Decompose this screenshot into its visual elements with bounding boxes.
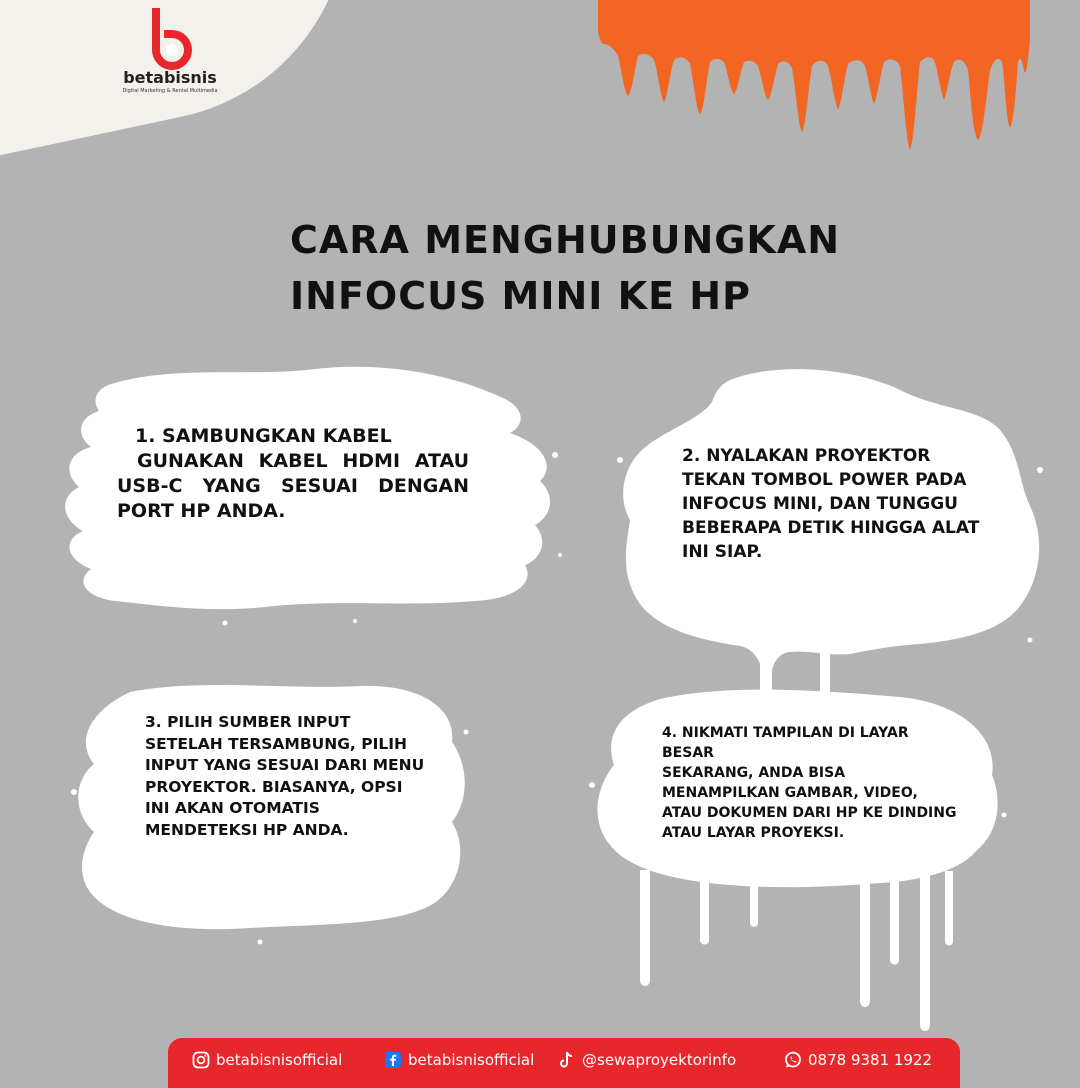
whatsapp-number: 0878 9381 1922: [808, 1051, 933, 1069]
logo-mark: [140, 4, 200, 70]
instagram-icon: [192, 1051, 210, 1069]
step-3: [145, 712, 430, 841]
step-3-heading: 3. PILIH SUMBER INPUT: [145, 713, 351, 731]
step-2-heading: 2. NYALAKAN PROYEKTOR: [682, 446, 931, 466]
instagram-handle: betabisnisofficial: [216, 1051, 343, 1069]
step-4-heading: 4. NIKMATI TAMPILAN DI LAYAR BESAR: [662, 725, 909, 761]
tiktok-link[interactable]: [558, 1049, 736, 1071]
step-4-body: SEKARANG, ANDA BISA MENAMPILKAN GAMBAR, VIDEO, ATAU DOKUMEN DARI HP KE DINDING ATAU LAYAR PROYEKSI.: [662, 765, 957, 841]
contact-footer: [168, 1038, 960, 1088]
tiktok-handle: @sewaproyektorinfo: [582, 1051, 737, 1069]
facebook-link[interactable]: [384, 1049, 534, 1071]
tiktok-icon: [558, 1051, 576, 1069]
brand-logo: [105, 4, 235, 108]
facebook-icon: [384, 1051, 402, 1069]
step-2: [682, 444, 982, 564]
whatsapp-link[interactable]: [784, 1049, 932, 1071]
facebook-handle: betabisnisofficial: [408, 1051, 535, 1069]
brand-tagline: Digital Marketing & Rental Multimedia: [122, 88, 218, 94]
step-2-body: TEKAN TOMBOL POWER PADA INFOCUS MINI, DAN TUNGGU BEBERAPA DETIK HINGGA ALAT INI SIAP.: [682, 470, 980, 562]
step-1: [117, 424, 469, 524]
title-line-2: INFOCUS MINI KE HP: [290, 274, 751, 318]
title-line-1: CARA MENGHUBUNGKAN: [290, 218, 841, 262]
step-1-body: GUNAKAN KABEL HDMI ATAU USB-C YANG SESUAI DENGAN PORT HP ANDA.: [117, 450, 469, 522]
brand-name: betabisnis: [123, 68, 217, 87]
step-1-heading: 1. SAMBUNGKAN KABEL: [135, 425, 392, 447]
paint-drips: [598, 0, 1038, 160]
step-4: [662, 723, 962, 843]
page-title: [290, 212, 850, 324]
whatsapp-icon: [784, 1051, 802, 1069]
instagram-link[interactable]: [192, 1049, 342, 1071]
step-3-body: SETELAH TERSAMBUNG, PILIH INPUT YANG SESUAI DARI MENU PROYEKTOR. BIASANYA, OPSI INI AKAN OTOMATIS MENDETEKSI HP ANDA.: [145, 734, 425, 839]
